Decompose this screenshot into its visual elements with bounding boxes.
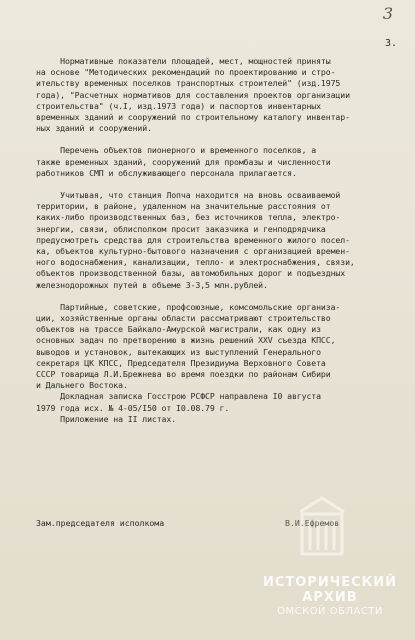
text-line: и Дальнего Востока. [36,380,128,391]
text-line: Докладная записка Госстрою РСФСР направлена I0 августа [36,391,321,402]
text-line: временных зданий и сооружений по строительному каталогу инвентар- [36,112,350,123]
signature-block [0,518,415,532]
text-line: года), "Расчетных нормативов для составления проектов организации [36,89,350,100]
text-line: выводов и установок, вытекающих из выступлений Генерального [36,346,321,357]
text-line: территории, в районе, удаленном на значительные расстояния от [36,201,331,212]
text-line: основных задач по претворению в жизнь решений XXV съезда КПСС, [36,335,336,346]
archive-watermark [250,575,410,618]
text-line: 1979 года исх. № 4-05/I50 от I0.08.79 г. [36,402,230,413]
text-line: железнодорожных путей в объеме 3-3,5 млн.рублей. [36,279,268,290]
text-line: также временных зданий, сооружений для промбазы и численности [36,156,331,167]
text-line: каких-либо производственных баз, без источников тепла, электро- [36,212,341,223]
signatory-role: Зам.председателя исполкома [36,518,165,528]
paragraph-gap [36,291,408,302]
text-line: Нормативные показатели площадей, мест, мощностей приняты [36,56,331,66]
text-line: Партийные, советские, профсоюзные, комсомольские организа- [36,301,341,312]
text-line: строительства" (ч.I, изд.1973 года) и паспортов инвентарных [36,100,321,111]
text-line: объектов на трассе Байкало-Амурской магистрали, как одну из [36,324,321,335]
text-line: работников СМП и обслуживающего персонала прилагается. [36,167,297,178]
signatory-name: В.И.Ефремов [285,518,340,528]
handwritten-page-mark: 3 [382,4,393,23]
text-line: Приложение на II листах. [36,413,177,424]
watermark-line-3: ОМСКОЙ ОБЛАСТИ [277,606,383,617]
text-line: ных зданий и сооружений. [36,123,152,134]
page-number: 3. [384,38,397,49]
text-line: ка, объектов культурно-бытового назначения с организацией времен- [36,246,350,257]
text-line: на основе "Методических рекомендаций по проектированию и стро- [36,67,336,78]
text-line: секретаря ЦК КПСС, Председателя Президиума Верховного Совета [36,357,326,368]
paragraph-gap [36,179,408,190]
text-line: предусмотреть средства для строительства временного жилого посел- [36,234,350,245]
watermark-line-2: АРХИВ [302,590,358,605]
text-line: энергии, связи, облисполком просит заказчика и генподрядчика [36,223,326,234]
text-line: ции, хозяйственные органы области рассматривают строительство [36,313,331,324]
watermark-line-1: ИСТОРИЧЕСКИЙ [262,575,398,590]
text-line: Перечень объектов пионерного и временного поселков, а [36,145,317,156]
text-line: ного водоснабжения, канализации, тепло- и электроснабжения, связи, [36,257,355,268]
text-line: объектов производственной базы, автомобильных дорог и подъездных [36,268,346,279]
paragraph-gap [36,134,408,145]
text-line: Учитывая, что станция Лопча находится на вновь осваиваемой [36,190,341,201]
text-line: СССР товарища Л.И.Брежнева во время поездки по районам Сибири [36,369,331,380]
document-body [36,56,408,425]
text-line: ительству временных поселков транспортных строителей" (изд.1975 [36,78,341,89]
